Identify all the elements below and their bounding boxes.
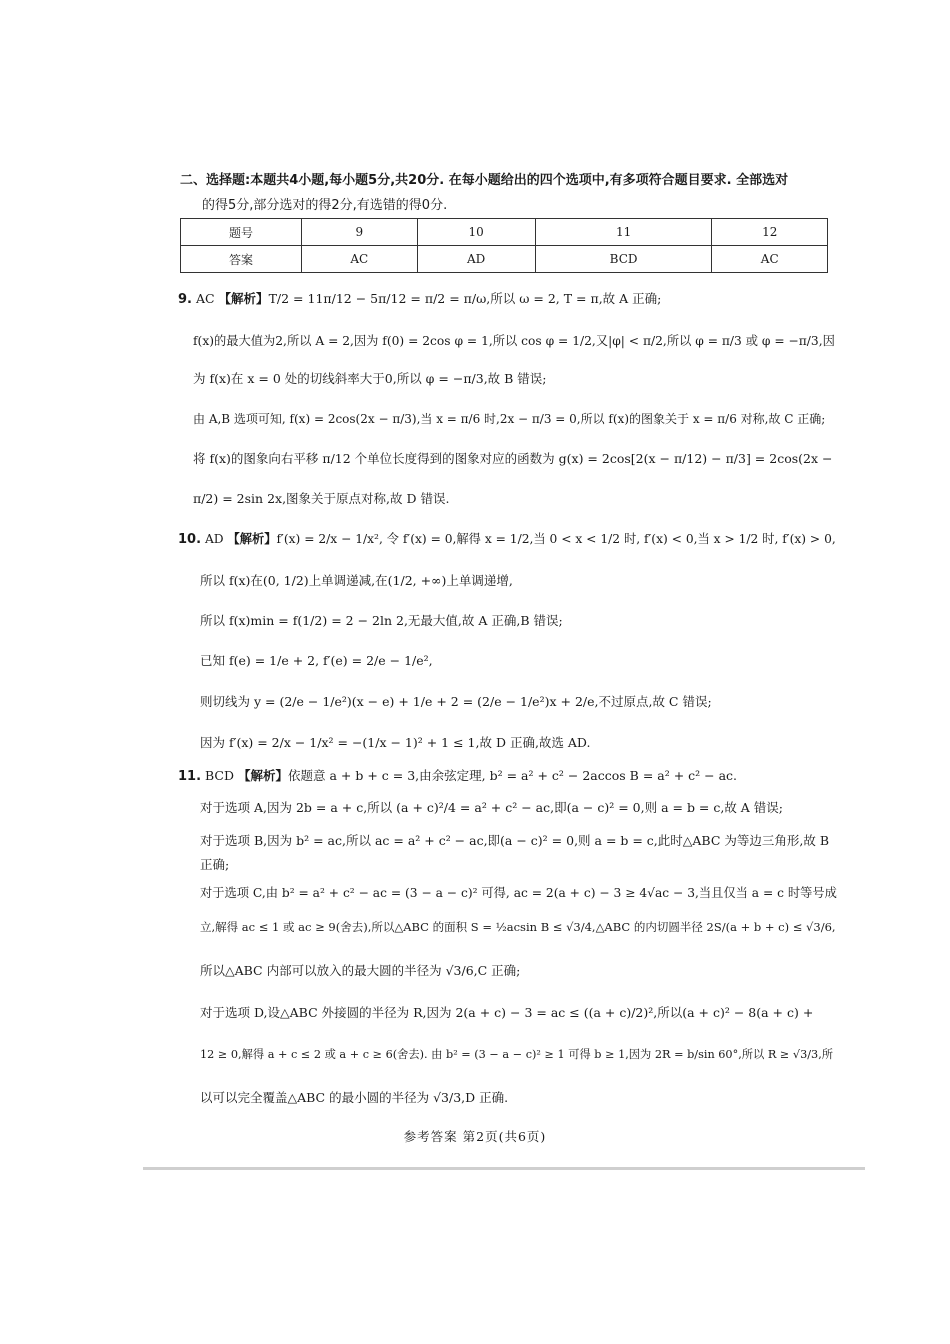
q9-line-2: f(x)的最大值为2,所以 A = 2,因为 f(0) = 2cos φ = 1,所以 cos φ = 1/2,又|φ| < π/2,所以 φ = π/3 或 φ = −π/3,因 (193, 334, 835, 348)
q11-line-9: 12 ≥ 0,解得 a + c ≤ 2 或 a + c ≥ 6(舍去). 由 b² = (3 − a − c)² ≥ 1 可得 b ≥ 1,因为 2R = b/sin 60°,所以 R ≥ √3/3,所 (200, 1048, 834, 1061)
q10-line-1 (178, 530, 836, 549)
q11-line-7: 所以△ABC 内部可以放入的最大圆的半径为 √3/6,C 正确; (200, 963, 521, 978)
q10-line-6: 因为 f′(x) = 2/x − 1/x² = −(1/x − 1)² + 1 ≤ 1,故 D 正确,故选 AD. (200, 735, 591, 750)
q11-answer: BCD (205, 768, 235, 783)
answer-cell: AC (302, 246, 418, 273)
q11-tag: 【解析】 (238, 768, 289, 783)
answer-table (180, 218, 828, 273)
q9-number: 9. (178, 292, 192, 307)
q9-line-6: π/2) = 2sin 2x,图象关于原点对称,故 D 错误. (193, 491, 450, 506)
q11-line-1 (178, 767, 737, 786)
q11-line-8: 对于选项 D,设△ABC 外接圆的半径为 R,因为 2(a + c) − 3 = ac ≤ ((a + c)/2)²,所以(a + c)² − 8(a + c) + (200, 1005, 814, 1020)
question-number: 10 (417, 219, 535, 246)
q9-answer: AC (195, 291, 215, 306)
q10-tag: 【解析】 (227, 531, 277, 546)
q9-tag: 【解析】 (218, 291, 269, 306)
q11-line-2: 对于选项 A,因为 2b = a + c,所以 (a + c)²/4 = a² + c² − ac,即(a − c)² = 0,则 a = b = c,故 A 错误; (200, 800, 784, 815)
answer-cell: AC (712, 246, 828, 273)
row-label: 题号 (181, 219, 302, 246)
section-heading-line2: 的得5分,部分选对的得2分,有选错的得0分. (202, 198, 448, 213)
q10-line-5: 则切线为 y = (2/e − 1/e²)(x − e) + 1/e + 2 = (2/e − 1/e²)x + 2/e,不过原点,故 C 错误; (200, 694, 712, 709)
q9-line-1 (178, 290, 661, 309)
q11-line-5: 对于选项 C,由 b² = a² + c² − ac = (3 − a − c)² 可得, ac = 2(a + c) − 3 ≥ 4√ac − 3,当且仅当 a = c 时等号成 (200, 886, 837, 900)
q10-answer: AD (204, 532, 224, 546)
q10-line-3: 所以 f(x)min = f(1/2) = 2 − 2ln 2,无最大值,故 A 正确,B 错误; (200, 613, 563, 628)
question-number: 12 (712, 219, 828, 246)
section-heading (180, 168, 830, 218)
question-number: 9 (302, 219, 418, 246)
table-row (181, 219, 828, 246)
answer-cell: BCD (535, 246, 712, 273)
q10-line-4: 已知 f(e) = 1/e + 2, f′(e) = 2/e − 1/e², (200, 653, 433, 668)
q10-text: f′(x) = 2/x − 1/x², 令 f′(x) = 0,解得 x = 1/2,当 0 < x < 1/2 时, f′(x) < 0,当 x > 1/2 时, f′(x) > 0, (276, 532, 836, 546)
row-label: 答案 (181, 246, 302, 273)
page-footer: 参考答案 第2页(共6页) (403, 1129, 547, 1144)
section-heading-line1: 二、选择题:本题共4小题,每小题5分,共20分. 在每小题给出的四个选项中,有多项符合题目要求. 全部选对 (180, 173, 789, 188)
answer-cell: AD (417, 246, 535, 273)
q11-line-4: 正确; (200, 857, 230, 872)
table-row (181, 246, 828, 273)
q11-line-6: 立,解得 ac ≤ 1 或 ac ≥ 9(舍去),所以△ABC 的面积 S = ½acsin B ≤ √3/4,△ABC 的内切圆半径 2S/(a + b + c) ≤ √3/6, (200, 920, 836, 934)
q9-text: T/2 = 11π/12 − 5π/12 = π/2 = π/ω,所以 ω = 2, T = π,故 A 正确; (268, 291, 662, 306)
q9-line-3: 为 f(x)在 x = 0 处的切线斜率大于0,所以 φ = −π/3,故 B 错误; (193, 371, 547, 386)
q10-line-2: 所以 f(x)在(0, 1/2)上单调递减,在(1/2, +∞)上单调递增, (200, 573, 513, 588)
question-number: 11 (535, 219, 712, 246)
q11-line-3: 对于选项 B,因为 b² = ac,所以 ac = a² + c² − ac,即(a − c)² = 0,则 a = b = c,此时△ABC 为等边三角形,故 B (200, 833, 830, 848)
q10-number: 10. (178, 532, 202, 547)
q11-number: 11. (178, 769, 202, 784)
bottom-rule (143, 1167, 865, 1170)
q9-line-5: 将 f(x)的图象向右平移 π/12 个单位长度得到的图象对应的函数为 g(x) = 2cos[2(x − π/12) − π/3] = 2cos(2x − (193, 451, 833, 466)
q11-text: 依题意 a + b + c = 3,由余弦定理, b² = a² + c² − 2accos B = a² + c² − ac. (288, 768, 738, 783)
q9-line-4: 由 A,B 选项可知, f(x) = 2cos(2x − π/3),当 x = π/6 时,2x − π/3 = 0,所以 f(x)的图象关于 x = π/6 对称,故 C 正确; (193, 412, 826, 426)
q11-line-10: 以可以完全覆盖△ABC 的最小圆的半径为 √3/3,D 正确. (200, 1090, 509, 1105)
